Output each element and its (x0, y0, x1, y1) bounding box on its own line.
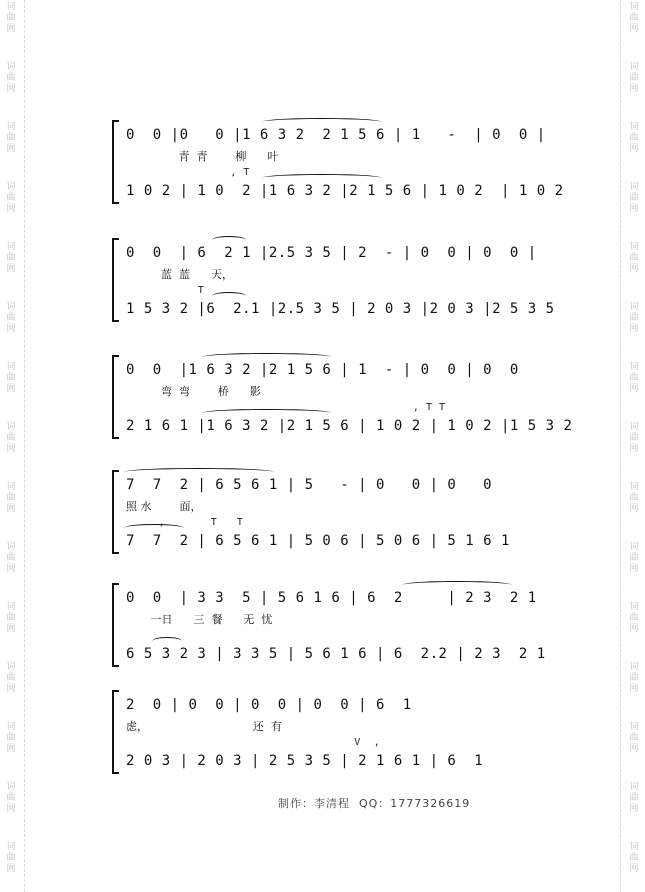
watermark-text: 词曲网 (629, 482, 639, 514)
watermark-text: 词曲网 (6, 662, 16, 694)
score-system-1 (112, 120, 564, 220)
watermark-text: 词曲网 (629, 662, 639, 694)
vocal-line: 0 0 | 3 3 5 | 5 6 1 6 | 6 2 | 2 3 2 1 (126, 590, 537, 606)
watermark-text: 词曲网 (6, 722, 16, 754)
score-system-6 (112, 690, 537, 790)
phrase-slur (402, 581, 512, 589)
score-system-5 (112, 583, 546, 683)
system-brace (112, 238, 119, 322)
watermark-text: 词曲网 (6, 242, 16, 274)
watermark-text: 词曲网 (6, 182, 16, 214)
articulation-marks (126, 631, 537, 641)
watermark-text: 词曲网 (6, 782, 16, 814)
phrase-slur (262, 174, 382, 182)
watermark-text: 词曲网 (6, 542, 16, 574)
phrase-slur (212, 236, 246, 244)
vocal-line: 7 7 2 | 6 5 6 1 | 5 - | 0 0 | 0 0 (126, 477, 493, 493)
watermark-text: 词曲网 (629, 62, 639, 94)
watermark-text: 词曲网 (6, 422, 16, 454)
accompaniment-line: 2 1 6 1 |1 6 3 2 |2 1 5 6 | 1 0 2 | 1 0 2 |1 5 3 2 (126, 418, 573, 434)
lyric-line: 照 水 面， (126, 500, 202, 513)
articulation-marks: , T T (126, 402, 446, 413)
credit-line: 制作：李清程 QQ：1777326619 (278, 797, 471, 810)
accompaniment-line: 1 5 3 2 |6 2.1 |2.5 3 5 | 2 0 3 |2 0 3 |2 5 3 5 (126, 301, 555, 317)
system-brace (112, 470, 119, 554)
score-system-4 (112, 470, 537, 570)
phrase-slur (124, 468, 274, 476)
watermark-text: 词曲网 (629, 722, 639, 754)
phrase-slur (124, 524, 184, 532)
watermark-text: 词曲网 (6, 842, 16, 874)
accompaniment-line: 2 0 3 | 2 0 3 | 2 5 3 5 | 2 1 6 1 | 6 1 (126, 753, 484, 769)
system-brace (112, 583, 119, 667)
left-watermark-column (4, 0, 18, 892)
vocal-line: 0 0 |0 0 |1 6 3 2 2 1 5 6 | 1 - | 0 0 | (126, 127, 546, 143)
lyric-line: 一日 三 餐 无 忧 (126, 613, 273, 626)
watermark-text: 词曲网 (6, 62, 16, 94)
watermark-text: 词曲网 (629, 842, 639, 874)
watermark-text: 词曲网 (6, 2, 16, 34)
accompaniment-line: 7 7 2 | 6 5 6 1 | 5 0 6 | 5 0 6 | 5 1 6 1 (126, 533, 510, 549)
system-brace (112, 690, 119, 774)
phrase-slur (202, 353, 332, 361)
score-system-2 (112, 238, 555, 338)
vocal-line: 0 0 |1 6 3 2 |2 1 5 6 | 1 - | 0 0 | 0 0 (126, 362, 519, 378)
left-dashed-border (24, 0, 25, 892)
phrase-slur (152, 637, 182, 645)
vocal-line: 2 0 | 0 0 | 0 0 | 0 0 | 6 1 (126, 697, 412, 713)
watermark-text: 词曲网 (6, 302, 16, 334)
watermark-text: 词曲网 (629, 782, 639, 814)
articulation-marks: , T T (126, 517, 244, 528)
articulation-marks: , T (126, 167, 250, 178)
watermark-text: 词曲网 (629, 242, 639, 274)
phrase-slur (212, 292, 246, 300)
accompaniment-line: 6 5 3 2 3 | 3 3 5 | 5 6 1 6 | 6 2.2 | 2 3 2 1 (126, 646, 546, 662)
right-dashed-border (620, 0, 621, 892)
watermark-text: 词曲网 (629, 542, 639, 574)
accompaniment-line: 1 0 2 | 1 0 2 |1 6 3 2 |2 1 5 6 | 1 0 2 | 1 0 2 (126, 183, 564, 199)
lyric-line: 青 青 柳 叶 (126, 150, 279, 163)
lyric-line: 蓝 蓝 天， (126, 268, 233, 281)
watermark-text: 词曲网 (6, 602, 16, 634)
watermark-text: 词曲网 (6, 482, 16, 514)
watermark-text: 词曲网 (629, 422, 639, 454)
phrase-slur (202, 409, 332, 417)
watermark-text: 词曲网 (629, 602, 639, 634)
watermark-text: 词曲网 (6, 122, 16, 154)
vocal-line: 0 0 | 6 2 1 |2.5 3 5 | 2 - | 0 0 | 0 0 | (126, 245, 537, 261)
watermark-text: 词曲网 (629, 2, 639, 34)
system-brace (112, 355, 119, 439)
watermark-text: 词曲网 (629, 362, 639, 394)
watermark-text: 词曲网 (6, 362, 16, 394)
watermark-text: 词曲网 (629, 182, 639, 214)
score-system-3 (112, 355, 573, 455)
articulation-marks: V , (126, 737, 381, 748)
watermark-text: 词曲网 (629, 302, 639, 334)
system-brace (112, 120, 119, 204)
articulation-marks: T (126, 285, 205, 296)
right-watermark-column (627, 0, 641, 892)
watermark-text: 词曲网 (629, 122, 639, 154)
phrase-slur (262, 118, 382, 126)
lyric-line: 弯 弯 桥 影 (126, 385, 261, 398)
lyric-line: 虑， 还 有 (126, 720, 282, 733)
